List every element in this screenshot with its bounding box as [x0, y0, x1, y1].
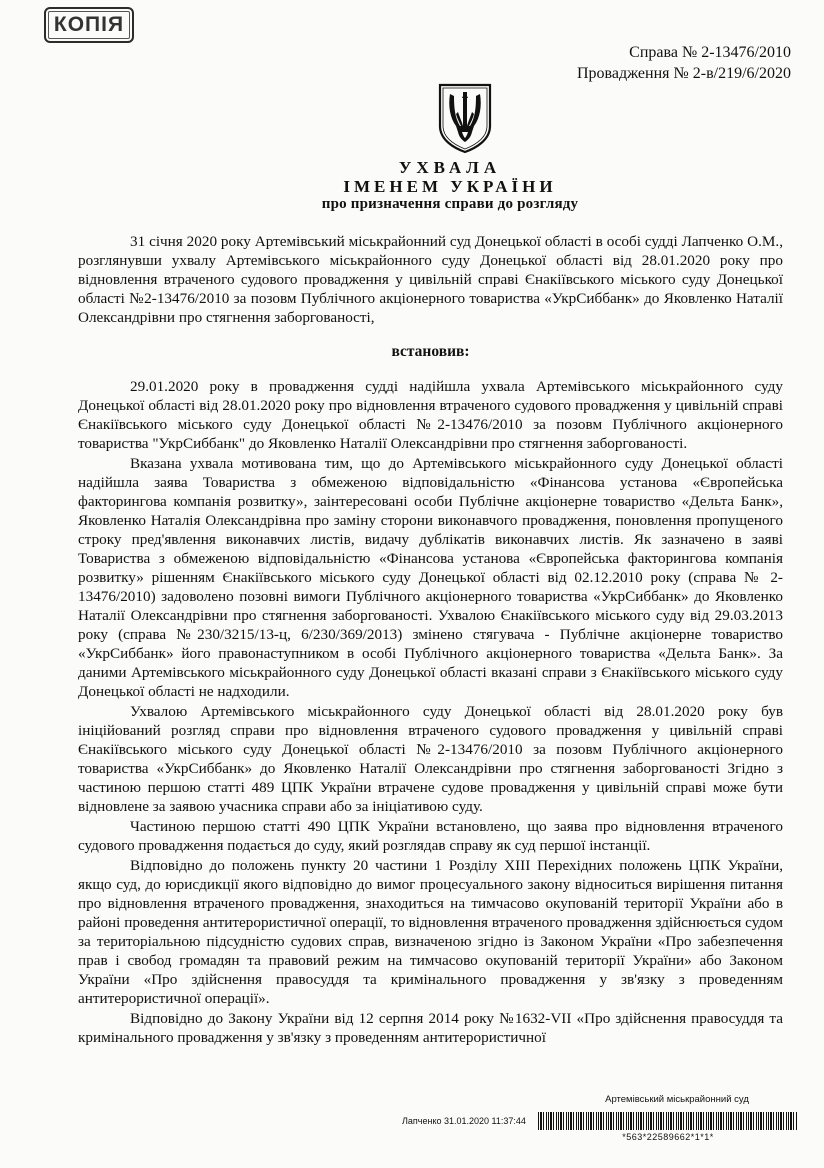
trident-coat-of-arms-icon — [436, 82, 494, 154]
paragraph-3: Ухвалою Артемівського міськрайонного суду Донецької області від 28.01.2020 року був ініційований розгляд справи про відновлення втраченого судового провадження у цивільній справі Єнакіївського міського суду Донецької області №2-13476/2010 за позовм Публічного акціонерного товариства «УкрСиббанк» до Яковленко Наталії Олександрівни про стягнення заборгованості Згідно з частиною першою статті 489 ЦПК України втрачене судове провадження у цивільній справі може бути відновлене за заявою учасника справи або за ініціативою суду. — [78, 703, 783, 815]
paragraph-2: Вказана ухвала мотивована тим, що до Артемівського міськрайонного суду Донецької області надійшла заява Товариства з обмеженою відповідальністю «Фінансова установа «Європейська факторингова компанія розвитку», заінтересовані особи Публічне акціонерне товариство «Дельта Банк», Яковленко Наталія Олександрівна про заміну сторони виконавчого провадження, поновлення пропущеного строку пред'явлення виконавчих листів, видачу дублікатів виконавчих листів. Як зазначено в заяві Товариства з обмеженою відповідальністю «Фінансова установа «Європейська факторингова компанія розвитку» рішенням Єнакіївського міського суду Донецької області від 02.12.2010 року (справа № 2-13476/2010) задоволено позовні вимоги Публічного акціонерного товариства «УкрСиббанк» до Яковленко Наталії Олександрівни про стягнення заборгованості. Ухвалою Єнакіївського міського суду від 29.03.2013 року (справа №230/3215/13-ц, 6/230/369/2013) змінено стягувача - Публічне акціонерне товариство «УкрСиббанк» його правонаступником в особі Публічного акціонерного товариства «Дельта Банк». За даними Артемівського міськрайонного суду Донецької області вказані справи з Єнакіївського міського суду Донецької області не надходили. — [78, 455, 783, 700]
paragraph-4: Частиною першою статті 490 ЦПК України встановлено, що заява про відновлення втраченого судового провадження подається до суду, який розглядав справу як суд першої інстанції. — [78, 818, 783, 854]
paragraph-1: 29.01.2020 року в провадження судді надійшла ухвала Артемівського міськрайонного суду Донецької області від 28.01.2020 року про відновлення втраченого судового провадження у цивільній справі Єнакіївського міського суду Донецької області №2-13476/2010 за позовм Публічного акціонерного товариства "УкрСиббанк" до Яковленко Наталії Олександрівни про стягнення заборгованості. — [78, 378, 783, 452]
barcode-icon — [538, 1112, 798, 1130]
barcode-text: *563*22589662*1*1* — [622, 1132, 714, 1142]
copy-stamp: КОПІЯ — [44, 7, 134, 43]
intro-text: 31 січня 2020 року Артемівський міськрайонний суд Донецької області в особі судді Лапченко О.М., розглянувши ухвалу Артемівського міськрайонного суду Донецької області від 28.01.2020 року про відновлення втраченого судового провадження у цивільній справі Єнакіївського міського суду Донецької області №2-13476/2010 за позовм Публічного акціонерного товариства «УкрСиббанк» до Яковленко Наталії Олександрівни про стягнення заборгованості, — [78, 233, 783, 326]
document-title-in-name: ІМЕНЕМ УКРАЇНИ — [343, 177, 557, 196]
e-signature-stamp — [372, 1090, 812, 1150]
footer-court-line1: Артемівський міськрайонний суд — [605, 1094, 749, 1105]
document-subtitle: про призначення справи до розгляду — [321, 196, 579, 212]
main-body — [78, 377, 783, 1048]
paragraph-6: Відповідно до Закону України від 12 серпня 2014 року №1632-VII «Про здійснення правосуддя та кримінального провадження у зв'язку з проведенням антитерористичної — [78, 1010, 783, 1046]
proceeding-number: Провадження № 2-в/219/6/2020 — [576, 65, 791, 82]
case-number: Справа № 2-13476/2010 — [629, 44, 791, 61]
footer-signer: Лапченко 31.01.2020 11:37:44 — [402, 1116, 526, 1126]
document-title: УХВАЛА — [398, 158, 502, 177]
established-heading: встановив: — [391, 343, 470, 360]
paragraph-5: Відповідно до положень пункту 20 частини 1 Розділу XIII Перехідних положень ЦПК України, якщо суд, до юрисдикції якого відповідно до вимог процесуального закону відноситься вирішення питання про відновлення втраченого провадження, знаходиться на тимчасово окупованій території України або в районі проведення антитерористичної операції, то відновлення втраченого провадження здійснюється судом за територіальною підсудністю судових справ, визначеною згідно із Законом України «Про забезпечення прав і свобод громадян та правовий режим на тимчасово окупованій території України» або Законом України «Про здійснення правосуддя та кримінального провадження у зв'язку з проведенням антитерористичної операції». — [78, 857, 783, 1007]
intro-paragraph — [78, 232, 783, 327]
case-reference — [577, 42, 791, 84]
